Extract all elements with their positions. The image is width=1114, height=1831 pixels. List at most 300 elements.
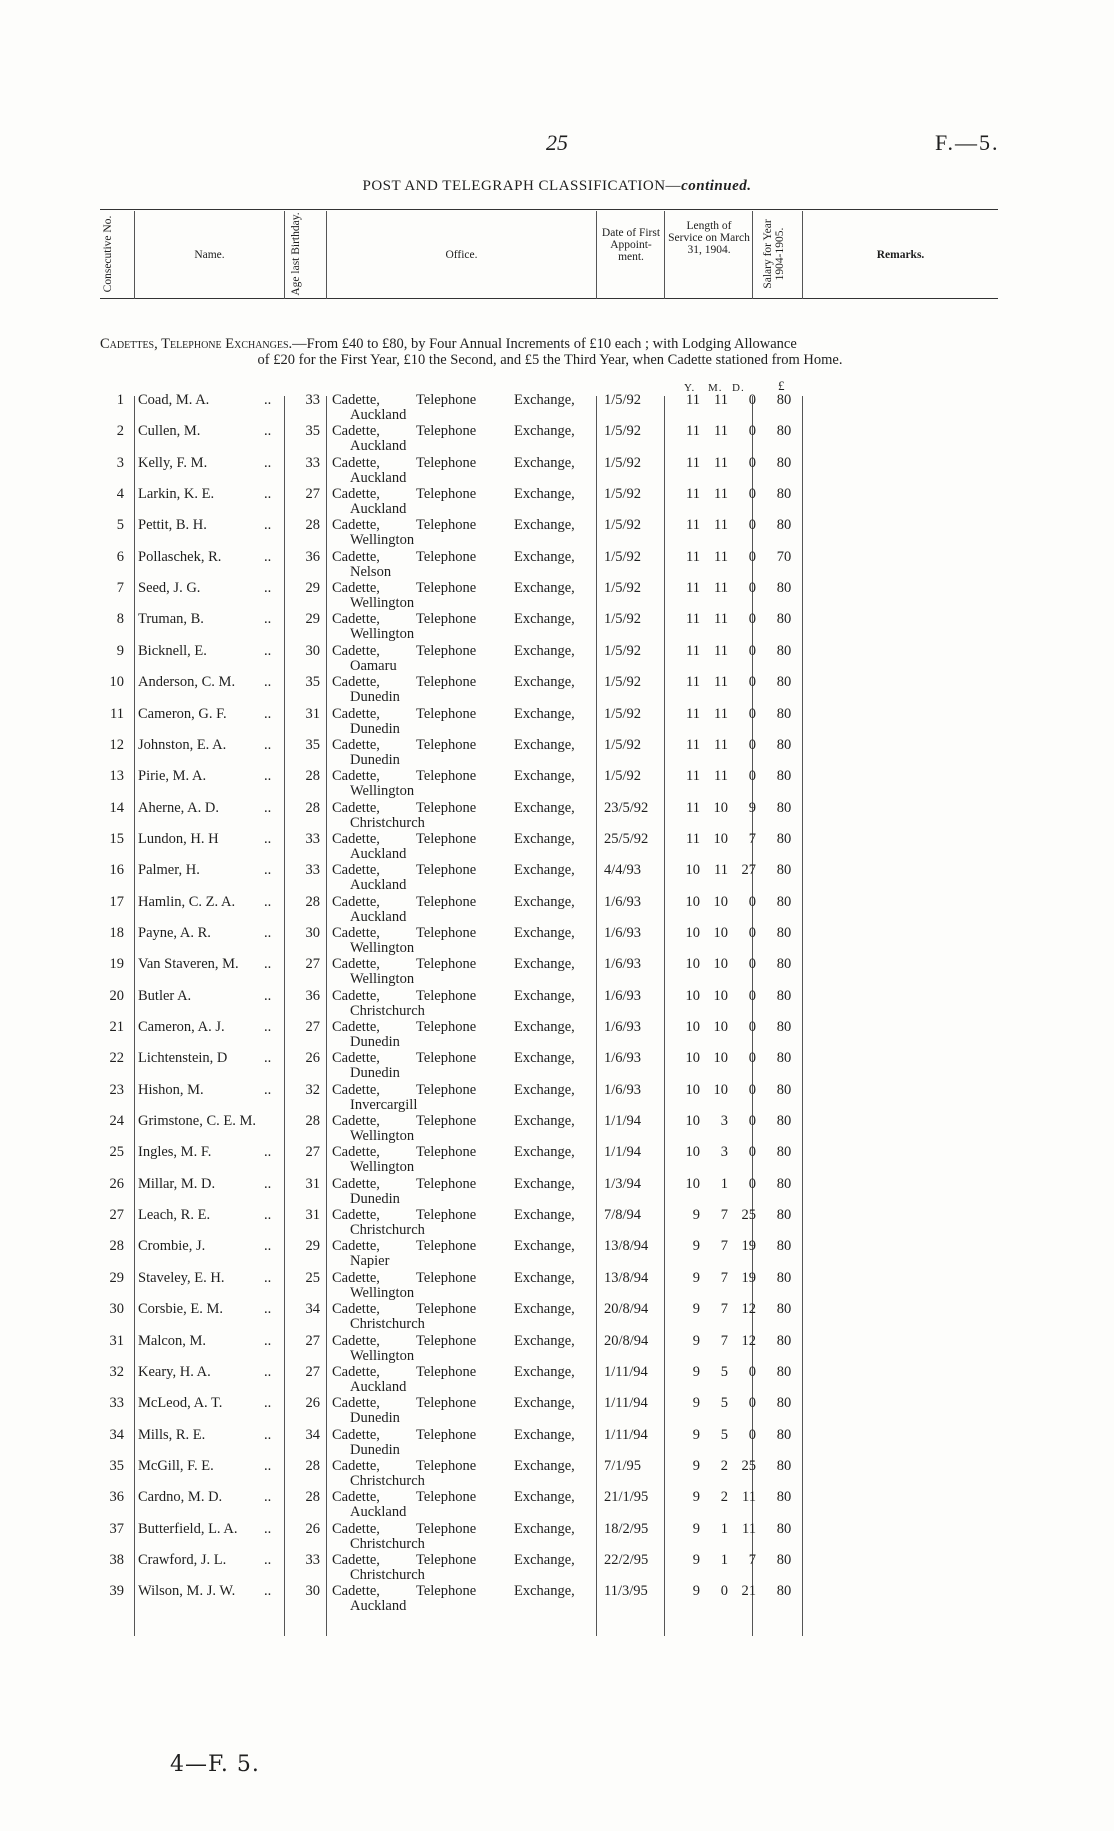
row-office-word: Cadette, xyxy=(332,1019,380,1035)
row-date-appointed: 20/8/94 xyxy=(604,1301,649,1318)
row-salary: 80 xyxy=(776,1144,792,1161)
table-row xyxy=(0,1521,1114,1553)
row-date-appointed: 1/5/92 xyxy=(604,580,642,597)
row-office-city: Wellington xyxy=(350,532,415,549)
row-office-word: Exchange, xyxy=(514,1144,575,1161)
row-age: 30 xyxy=(305,1583,320,1600)
table-row xyxy=(0,706,1114,738)
row-office-city: Christchurch xyxy=(350,1316,425,1333)
row-office-word: Exchange, xyxy=(514,987,575,1004)
row-leader-dots: .. xyxy=(264,1395,272,1412)
row-office-word: Cadette, xyxy=(332,1551,380,1568)
table-row xyxy=(0,768,1114,800)
row-service-months: 7 xyxy=(720,1269,728,1286)
row-name: Crawford, J. L. xyxy=(138,1551,227,1568)
row-office-word: Exchange, xyxy=(514,1207,575,1224)
row-number: 18 xyxy=(109,924,124,941)
col-divider xyxy=(664,211,665,299)
row-service-years: 11 xyxy=(686,736,700,753)
row-service-days: 0 xyxy=(748,893,756,910)
row-service-months: 2 xyxy=(720,1489,728,1506)
row-salary: 80 xyxy=(776,642,792,659)
row-name: Anderson, C. M. xyxy=(138,674,236,691)
row-service-years: 10 xyxy=(685,956,700,973)
row-service-days: 0 xyxy=(748,1144,756,1161)
row-date-appointed: 23/5/92 xyxy=(604,799,649,816)
row-age: 27 xyxy=(305,1332,320,1349)
row-office-word: Exchange, xyxy=(514,862,575,879)
row-service-days: 0 xyxy=(748,548,756,565)
row-office-word: Cadette, xyxy=(332,1238,380,1255)
row-date-appointed: 1/5/92 xyxy=(604,392,642,408)
row-office-city: Wellington xyxy=(350,939,415,956)
row-leader-dots: .. xyxy=(264,454,272,471)
table-row xyxy=(0,1019,1114,1051)
row-service-days: 11 xyxy=(742,1520,756,1537)
row-age: 27 xyxy=(305,1144,320,1161)
header-remarks: Remarks. xyxy=(876,249,925,261)
row-service-months: 5 xyxy=(720,1363,728,1380)
row-name: Cardno, M. D. xyxy=(138,1489,223,1506)
row-age: 28 xyxy=(305,1489,320,1506)
row-name: Pollaschek, R. xyxy=(138,548,222,565)
row-name: Hishon, M. xyxy=(138,1081,204,1098)
row-office-city: Dunedin xyxy=(350,1410,400,1427)
row-date-appointed: 1/1/94 xyxy=(604,1144,642,1161)
row-office-word: Cadette, xyxy=(332,1144,380,1161)
row-leader-dots: .. xyxy=(264,736,272,753)
row-service-years: 11 xyxy=(686,674,700,691)
row-service-years: 9 xyxy=(692,1426,700,1443)
row-service-months: 11 xyxy=(714,736,728,753)
row-number: 4 xyxy=(116,486,124,503)
row-salary: 80 xyxy=(776,1551,792,1568)
row-office-word: Cadette, xyxy=(332,1583,380,1600)
row-name: Grimstone, C. E. M. xyxy=(138,1113,257,1130)
row-office-word: Telephone xyxy=(416,893,477,910)
row-number: 2 xyxy=(116,423,124,440)
row-service-months: 1 xyxy=(720,1551,728,1568)
row-service-years: 11 xyxy=(686,392,700,408)
row-office-word: Telephone xyxy=(416,392,477,408)
row-name: McLeod, A. T. xyxy=(138,1395,223,1412)
row-date-appointed: 1/5/92 xyxy=(604,705,642,722)
row-service-years: 11 xyxy=(686,423,700,440)
row-office-word: Cadette, xyxy=(332,1050,380,1067)
row-salary: 80 xyxy=(776,987,792,1004)
row-number: 31 xyxy=(109,1332,124,1349)
header-rule-top xyxy=(100,209,998,210)
row-office-city: Dunedin xyxy=(350,1441,400,1458)
row-number: 24 xyxy=(109,1113,124,1130)
row-service-months: 11 xyxy=(714,486,728,503)
row-age: 30 xyxy=(305,642,320,659)
row-date-appointed: 1/6/93 xyxy=(604,1050,642,1067)
row-service-days: 0 xyxy=(748,736,756,753)
row-office-word: Exchange, xyxy=(514,1489,575,1506)
row-office-word: Exchange, xyxy=(514,392,575,408)
col-divider xyxy=(284,211,285,299)
row-name: Cameron, G. F. xyxy=(138,705,227,722)
row-service-years: 9 xyxy=(692,1551,700,1568)
row-office-word: Cadette, xyxy=(332,1395,380,1412)
row-office-city: Dunedin xyxy=(350,689,400,706)
row-date-appointed: 25/5/92 xyxy=(604,830,649,847)
row-name: Mills, R. E. xyxy=(138,1426,206,1443)
row-service-days: 0 xyxy=(748,517,756,534)
row-name: Staveley, E. H. xyxy=(138,1269,225,1286)
row-office-word: Telephone xyxy=(416,1269,477,1286)
row-age: 32 xyxy=(305,1081,320,1098)
title-continued: continued. xyxy=(681,178,752,194)
row-office-word: Telephone xyxy=(416,674,477,691)
row-office-word: Cadette, xyxy=(332,1363,380,1380)
row-name: Pettit, B. H. xyxy=(138,517,207,534)
row-service-days: 0 xyxy=(748,423,756,440)
row-office-word: Cadette, xyxy=(332,1081,380,1098)
row-salary: 80 xyxy=(776,924,792,941)
row-office-word: Exchange, xyxy=(514,1175,575,1192)
row-leader-dots: .. xyxy=(264,768,272,785)
row-office-city: Oamaru xyxy=(350,657,397,674)
row-age: 28 xyxy=(305,799,320,816)
row-name: Lichtenstein, D xyxy=(138,1050,228,1067)
row-office-word: Telephone xyxy=(416,1332,477,1349)
section-heading-line2: of £20 for the First Year, £10 the Second, and £5 the Third Year, when Cadette stationed from Home. xyxy=(257,352,843,368)
row-office-word: Cadette, xyxy=(332,1457,380,1474)
row-salary: 80 xyxy=(776,1238,792,1255)
row-date-appointed: 22/2/95 xyxy=(604,1551,649,1568)
row-name: Truman, B. xyxy=(138,611,204,628)
row-salary: 80 xyxy=(776,1081,792,1098)
row-service-months: 11 xyxy=(714,611,728,628)
row-office-word: Telephone xyxy=(416,1520,477,1537)
row-service-months: 5 xyxy=(720,1395,728,1412)
row-service-months: 10 xyxy=(713,1081,728,1098)
row-service-years: 9 xyxy=(692,1207,700,1224)
row-service-months: 3 xyxy=(720,1144,728,1161)
row-office-word: Cadette, xyxy=(332,392,380,408)
row-age: 26 xyxy=(305,1395,320,1412)
row-number: 37 xyxy=(109,1520,124,1537)
row-age: 28 xyxy=(305,1457,320,1474)
row-date-appointed: 1/5/92 xyxy=(604,423,642,440)
row-service-days: 27 xyxy=(741,862,756,879)
row-date-appointed: 11/3/95 xyxy=(604,1583,648,1600)
row-date-appointed: 7/1/95 xyxy=(604,1457,642,1474)
row-office-word: Cadette, xyxy=(332,486,380,503)
row-office-city: Wellington xyxy=(350,1284,415,1301)
header-rule-bottom xyxy=(100,298,998,299)
row-number: 30 xyxy=(109,1301,124,1318)
row-number: 29 xyxy=(109,1269,124,1286)
table-row xyxy=(0,1364,1114,1396)
row-office-city: Auckland xyxy=(350,908,407,925)
page-reference: F.—5. xyxy=(935,130,1000,155)
row-service-months: 7 xyxy=(720,1238,728,1255)
row-office-word: Telephone xyxy=(416,799,477,816)
row-service-months: 11 xyxy=(714,454,728,471)
row-office-word: Exchange, xyxy=(514,1019,575,1035)
header-salary: Salary for Year 1904-1905. xyxy=(762,219,786,289)
row-number: 8 xyxy=(116,611,124,628)
row-office-word: Cadette, xyxy=(332,799,380,816)
row-leader-dots: .. xyxy=(264,486,272,503)
table-row xyxy=(0,737,1114,769)
row-service-months: 10 xyxy=(713,987,728,1004)
row-leader-dots: .. xyxy=(264,1144,272,1161)
row-salary: 80 xyxy=(776,768,792,785)
table-row xyxy=(0,1427,1114,1459)
row-service-years: 11 xyxy=(686,517,700,534)
title-text: POST AND TELEGRAPH CLASSIFICATION— xyxy=(362,178,682,194)
row-service-days: 19 xyxy=(741,1269,756,1286)
table-row xyxy=(0,1458,1114,1490)
row-number: 17 xyxy=(109,893,124,910)
row-office-word: Telephone xyxy=(416,1395,477,1412)
row-leader-dots: .. xyxy=(264,1269,272,1286)
row-name: Corsbie, E. M. xyxy=(138,1301,223,1318)
table-row xyxy=(0,517,1114,549)
row-service-years: 11 xyxy=(686,486,700,503)
row-salary: 80 xyxy=(776,580,792,597)
row-service-days: 0 xyxy=(748,1363,756,1380)
row-age: 28 xyxy=(305,517,320,534)
row-salary: 80 xyxy=(776,1457,792,1474)
row-date-appointed: 1/5/92 xyxy=(604,486,642,503)
row-office-word: Exchange, xyxy=(514,799,575,816)
row-office-word: Exchange, xyxy=(514,486,575,503)
row-age: 34 xyxy=(305,1426,320,1443)
row-leader-dots: .. xyxy=(264,705,272,722)
row-office-word: Telephone xyxy=(416,1583,477,1600)
row-age: 29 xyxy=(305,611,320,628)
row-name: Keary, H. A. xyxy=(138,1363,211,1380)
row-name: Palmer, H. xyxy=(138,862,200,879)
row-number: 1 xyxy=(116,392,124,408)
row-office-word: Cadette, xyxy=(332,1426,380,1443)
row-age: 33 xyxy=(305,1551,320,1568)
row-office-word: Telephone xyxy=(416,548,477,565)
table-row xyxy=(0,674,1114,706)
row-date-appointed: 1/6/93 xyxy=(604,987,642,1004)
row-service-days: 0 xyxy=(748,1081,756,1098)
row-leader-dots: .. xyxy=(264,1050,272,1067)
row-date-appointed: 1/6/93 xyxy=(604,1081,642,1098)
row-leader-dots: .. xyxy=(264,956,272,973)
row-salary: 80 xyxy=(776,1019,792,1035)
row-service-days: 19 xyxy=(741,1238,756,1255)
row-service-years: 11 xyxy=(686,830,700,847)
row-service-months: 2 xyxy=(720,1457,728,1474)
row-office-word: Exchange, xyxy=(514,924,575,941)
row-office-word: Telephone xyxy=(416,987,477,1004)
table-row xyxy=(0,580,1114,612)
row-number: 38 xyxy=(109,1551,124,1568)
row-service-days: 0 xyxy=(748,987,756,1004)
row-number: 39 xyxy=(109,1583,124,1600)
row-age: 36 xyxy=(305,987,320,1004)
row-leader-dots: .. xyxy=(264,1363,272,1380)
row-service-months: 10 xyxy=(713,1050,728,1067)
header-date-first: Date of First Appoint-ment. xyxy=(601,227,661,263)
page-number: 25 xyxy=(546,130,568,155)
unit-years: Y. xyxy=(684,382,696,394)
row-service-months: 1 xyxy=(720,1520,728,1537)
row-office-word: Exchange, xyxy=(514,1332,575,1349)
row-name: Cameron, A. J. xyxy=(138,1019,225,1035)
unit-months: M. xyxy=(708,382,723,394)
row-office-word: Exchange, xyxy=(514,736,575,753)
row-date-appointed: 20/8/94 xyxy=(604,1332,649,1349)
row-service-months: 7 xyxy=(720,1301,728,1318)
row-office-city: Auckland xyxy=(350,501,407,518)
row-service-months: 11 xyxy=(714,580,728,597)
table-row xyxy=(0,1583,1114,1615)
row-service-years: 9 xyxy=(692,1520,700,1537)
row-date-appointed: 1/6/93 xyxy=(604,1019,642,1035)
row-service-days: 7 xyxy=(748,1551,756,1568)
row-name: Lundon, H. H xyxy=(138,830,219,847)
row-number: 22 xyxy=(109,1050,124,1067)
row-office-word: Telephone xyxy=(416,611,477,628)
row-number: 21 xyxy=(109,1019,124,1035)
row-date-appointed: 1/1/94 xyxy=(604,1113,642,1130)
row-office-word: Exchange, xyxy=(514,1457,575,1474)
table-row xyxy=(0,549,1114,581)
row-service-days: 0 xyxy=(748,1050,756,1067)
row-leader-dots: .. xyxy=(264,517,272,534)
row-age: 29 xyxy=(305,580,320,597)
row-salary: 80 xyxy=(776,862,792,879)
row-service-years: 11 xyxy=(686,580,700,597)
row-service-days: 0 xyxy=(748,924,756,941)
row-office-word: Telephone xyxy=(416,1207,477,1224)
row-number: 3 xyxy=(116,454,124,471)
row-service-days: 11 xyxy=(742,1489,756,1506)
row-name: Aherne, A. D. xyxy=(138,799,219,816)
row-name: Crombie, J. xyxy=(138,1238,206,1255)
row-date-appointed: 18/2/95 xyxy=(604,1520,649,1537)
row-salary: 80 xyxy=(776,423,792,440)
row-service-days: 0 xyxy=(748,1019,756,1035)
row-age: 27 xyxy=(305,1363,320,1380)
row-number: 35 xyxy=(109,1457,124,1474)
row-service-days: 7 xyxy=(748,830,756,847)
row-age: 31 xyxy=(305,1207,320,1224)
row-office-word: Telephone xyxy=(416,768,477,785)
row-service-years: 11 xyxy=(686,611,700,628)
row-service-days: 0 xyxy=(748,1395,756,1412)
row-number: 5 xyxy=(116,517,124,534)
row-office-city: Napier xyxy=(350,1253,390,1270)
row-number: 36 xyxy=(109,1489,124,1506)
row-office-word: Telephone xyxy=(416,580,477,597)
row-office-word: Telephone xyxy=(416,1144,477,1161)
row-name: Millar, M. D. xyxy=(138,1175,216,1192)
row-service-years: 9 xyxy=(692,1332,700,1349)
row-service-days: 12 xyxy=(741,1332,756,1349)
row-leader-dots: .. xyxy=(264,580,272,597)
section-heading-text: —From £40 to £80, by Four Annual Increments of £10 each ; with Lodging Allowance xyxy=(292,336,797,352)
row-number: 11 xyxy=(110,705,124,722)
row-name: Coad, M. A. xyxy=(138,392,210,408)
row-salary: 80 xyxy=(776,830,792,847)
row-service-years: 11 xyxy=(686,705,700,722)
col-divider xyxy=(752,211,753,299)
row-salary: 80 xyxy=(776,1426,792,1443)
row-leader-dots: .. xyxy=(264,1583,272,1600)
row-salary: 80 xyxy=(776,799,792,816)
row-age: 27 xyxy=(305,1019,320,1035)
row-office-word: Telephone xyxy=(416,1175,477,1192)
row-service-days: 0 xyxy=(748,1175,756,1192)
row-office-word: Exchange, xyxy=(514,1081,575,1098)
row-date-appointed: 1/5/92 xyxy=(604,611,642,628)
table-row xyxy=(0,925,1114,957)
table-row xyxy=(0,1176,1114,1208)
row-office-word: Exchange, xyxy=(514,768,575,785)
row-service-years: 10 xyxy=(685,1019,700,1035)
row-salary: 80 xyxy=(776,486,792,503)
row-office-word: Cadette, xyxy=(332,1520,380,1537)
row-office-word: Exchange, xyxy=(514,674,575,691)
table-row xyxy=(0,392,1114,424)
row-date-appointed: 1/3/94 xyxy=(604,1175,642,1192)
row-office-city: Wellington xyxy=(350,595,415,612)
section-heading-title: Cadettes, Telephone Exchanges. xyxy=(100,336,293,352)
row-service-years: 9 xyxy=(692,1269,700,1286)
row-leader-dots: .. xyxy=(264,1551,272,1568)
row-office-word: Telephone xyxy=(416,862,477,879)
row-office-word: Exchange, xyxy=(514,1551,575,1568)
row-leader-dots: .. xyxy=(264,799,272,816)
row-service-months: 11 xyxy=(714,423,728,440)
row-office-city: Auckland xyxy=(350,438,407,455)
row-office-city: Christchurch xyxy=(350,1002,425,1019)
row-number: 20 xyxy=(109,987,124,1004)
row-leader-dots: .. xyxy=(264,1301,272,1318)
section-heading xyxy=(100,336,1000,368)
row-number: 16 xyxy=(109,862,124,879)
row-service-days: 0 xyxy=(748,1113,756,1130)
row-salary: 80 xyxy=(776,1583,792,1600)
row-service-months: 11 xyxy=(714,705,728,722)
row-date-appointed: 1/11/94 xyxy=(604,1363,648,1380)
row-office-word: Exchange, xyxy=(514,454,575,471)
row-number: 9 xyxy=(116,642,124,659)
row-name: Butler A. xyxy=(138,987,192,1004)
row-salary: 80 xyxy=(776,1332,792,1349)
row-service-years: 9 xyxy=(692,1395,700,1412)
row-office-word: Cadette, xyxy=(332,956,380,973)
row-office-city: Christchurch xyxy=(350,1472,425,1489)
row-office-city: Wellington xyxy=(350,1159,415,1176)
row-name: Pirie, M. A. xyxy=(138,768,207,785)
row-salary: 80 xyxy=(776,1207,792,1224)
row-number: 33 xyxy=(109,1395,124,1412)
table-row xyxy=(0,1144,1114,1176)
row-date-appointed: 1/5/92 xyxy=(604,548,642,565)
row-office-word: Cadette, xyxy=(332,611,380,628)
row-age: 33 xyxy=(305,830,320,847)
row-salary: 80 xyxy=(776,674,792,691)
row-office-city: Invercargill xyxy=(350,1096,418,1113)
row-age: 28 xyxy=(305,893,320,910)
row-date-appointed: 1/11/94 xyxy=(604,1426,648,1443)
row-date-appointed: 1/5/92 xyxy=(604,768,642,785)
row-office-word: Exchange, xyxy=(514,1426,575,1443)
